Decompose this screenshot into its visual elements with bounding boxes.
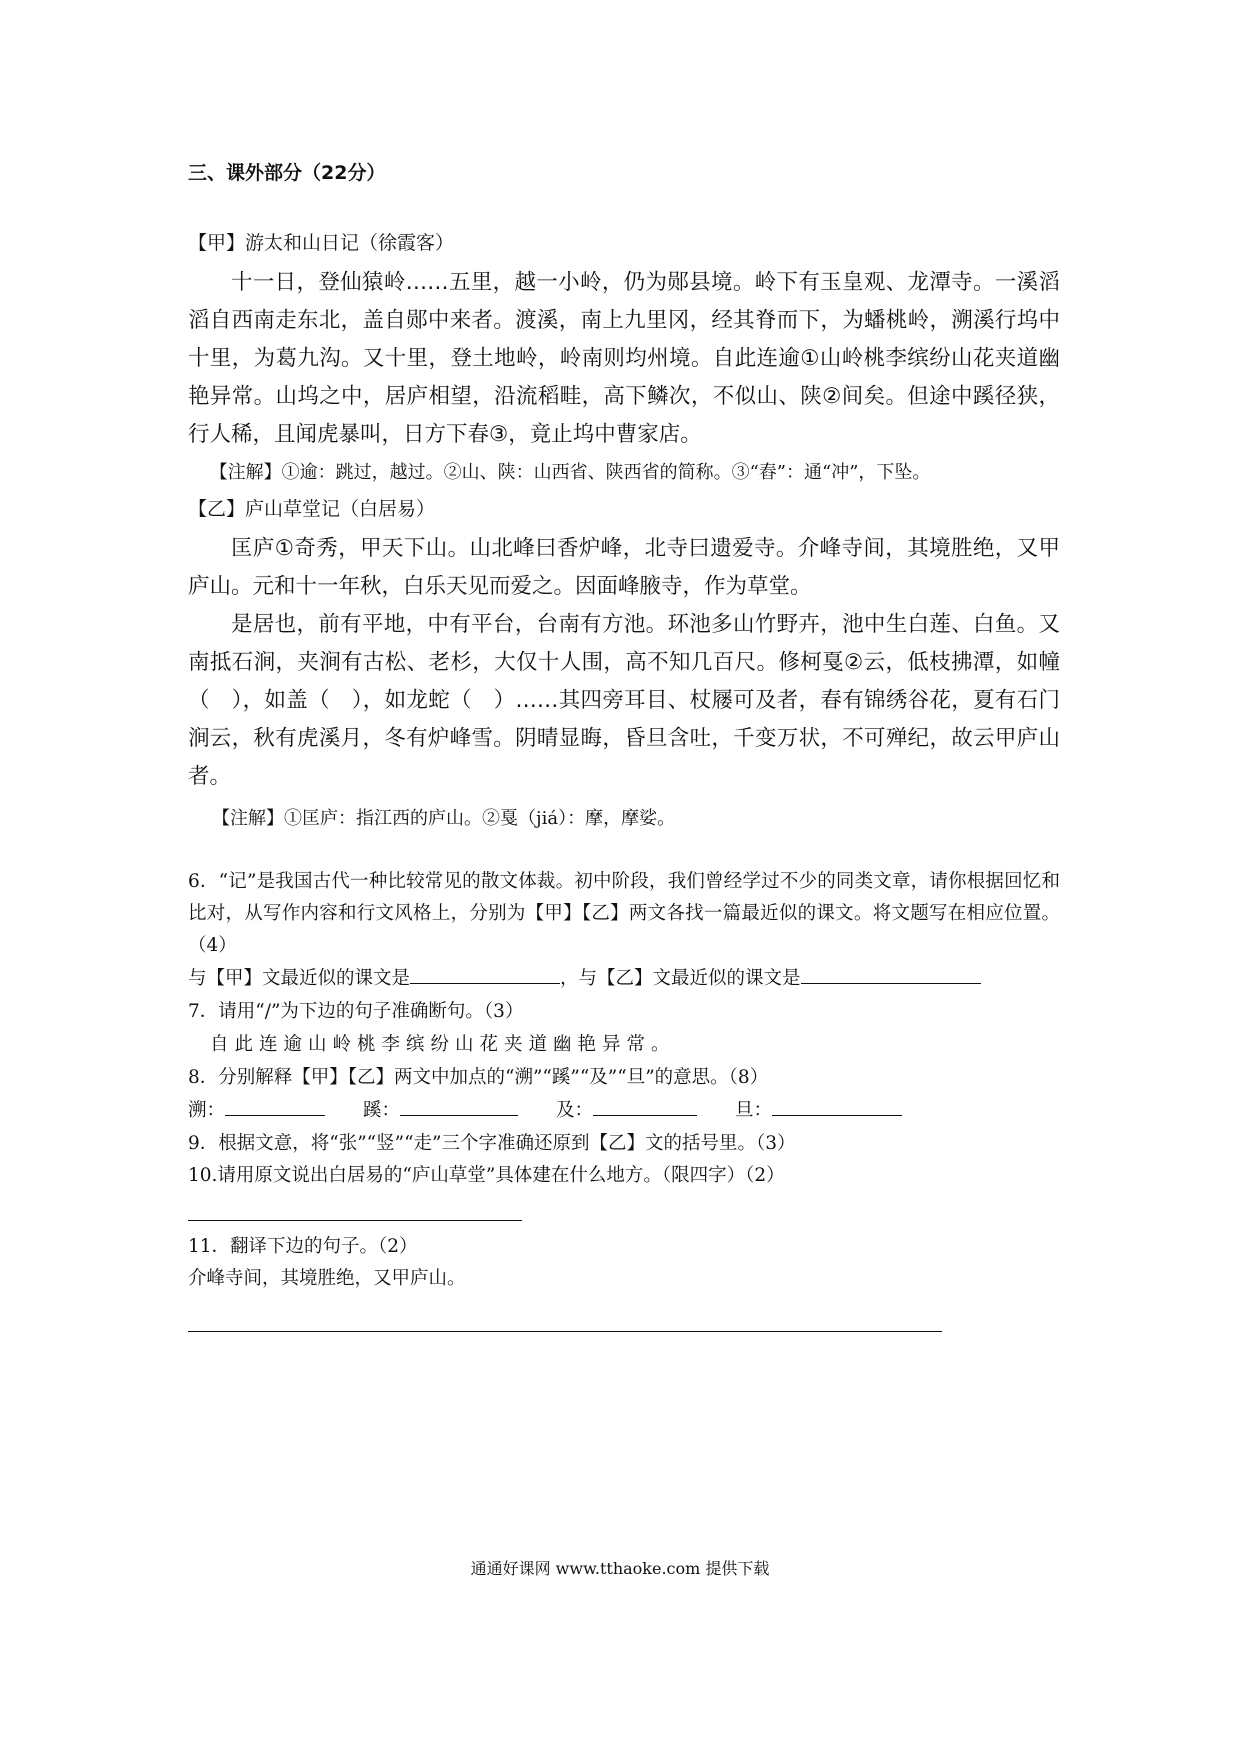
- passage-b-body-1: 匡庐①奇秀，甲天下山。山北峰曰香炉峰，北寺曰遗爱寺。介峰寺间，其境胜绝，又甲庐山。元和十一年秋，白乐天见而爱之。因面峰腋寺，作为草堂。: [188, 536, 1060, 599]
- section-title: 三、课外部分（22分）: [188, 162, 386, 184]
- question-7-sentence: 自此连逾山岭桃李缤纷山花夹道幽艳异常。: [210, 1034, 676, 1055]
- question-10: 10.请用原文说出白居易的“庐山草堂”具体建在什么地方。（限四字）（2）: [188, 1165, 785, 1186]
- passage-a-author: （徐霞客）: [359, 232, 455, 254]
- question-8-label-dan: 旦：: [735, 1100, 773, 1121]
- passage-a-title-text: 【甲】游太和山日记: [188, 232, 360, 254]
- question-8-label-su: 溯：: [188, 1100, 226, 1121]
- passage-a-title: [188, 228, 1060, 258]
- question-6-fill-a-label: 与【甲】文最近似的课文是: [188, 968, 411, 989]
- question-7: 7．请用“/”为下边的句子准确断句。（3）: [188, 1001, 524, 1022]
- passage-b-title: [188, 494, 1060, 524]
- page-footer: 通通好课网 www.tthaoke.com 提供下载: [470, 1559, 770, 1578]
- passage-a-body: 十一日，登仙猿岭……五里，越一小岭，仍为郧县境。岭下有玉皇观、龙潭寺。一溪滔滔自西南走东北，盖自郧中来者。渡溪，南上九里冈，经其脊而下，为蟠桃岭，溯溪行坞中十里，为葛九沟。又十里，登土地岭，岭南则均州境。自此连逾①山岭桃李缤纷山花夹道幽艳异常。山坞之中，居庐相望，沿流稻畦，高下鳞次，不似山、陕②间矣。但途中蹊径狭，行人稀，且闻虎暴叫，日方下春③，竟止坞中曹家店。: [188, 270, 1060, 447]
- passage-b-title-text: 【乙】庐山草堂记: [188, 498, 341, 520]
- question-8-blank-su[interactable]: [225, 1097, 325, 1116]
- question-8-label-xi: 蹊：: [363, 1100, 401, 1121]
- question-8-blank-ji[interactable]: [593, 1097, 697, 1116]
- question-6-blank-b[interactable]: [801, 965, 981, 984]
- question-11-sentence: 介峰寺间，其境胜绝，又甲庐山。: [188, 1268, 466, 1289]
- question-6-fill-b-label: ，与【乙】文最近似的课文是: [560, 968, 801, 989]
- passage-b-body-2: 是居也，前有平地，中有平台，台南有方池。环池多山竹野卉，池中生白莲、白鱼。又南抵石涧，夹涧有古松、老杉，大仅十人围，高不知几百尺。修柯戛②云，低枝拂潭，如幢（ ），如盖（ ），如龙蛇（ ）……其四旁耳目、杖屦可及者，春有锦绣谷花，夏有石门涧云，秋有虎溪月，冬有炉峰雪。阴晴显晦，昏旦含吐，千变万状，不可殚纪，故云甲庐山者。: [188, 612, 1060, 789]
- passage-b-note: 【注解】①匡庐：指江西的庐山。②戛（jiá）：摩，摩娑。: [212, 808, 676, 829]
- question-9: 9．根据文意，将“张”“竖”“走”三个字准确还原到【乙】文的括号里。（3）: [188, 1133, 796, 1154]
- question-6: 6．“记”是我国古代一种比较常见的散文体裁。初中阶段，我们曾经学过不少的同类文章，请你根据回忆和比对，从写作内容和行文风格上，分别为【甲】【乙】两文各找一篇最近似的课文。将文题写在相应位置。（4）: [188, 871, 1060, 956]
- question-11: 11．翻译下边的句子。（2）: [188, 1236, 418, 1257]
- passage-a-note: 【注解】①逾：跳过，越过。②山、陕：山西省、陕西省的简称。③“舂”：通“冲”，下坠。: [209, 462, 931, 483]
- question-8-blank-dan[interactable]: [772, 1097, 902, 1116]
- passage-b-author: （白居易）: [340, 498, 436, 520]
- document-page: [188, 158, 1060, 1332]
- question-11-answer-line[interactable]: [188, 1295, 942, 1332]
- question-8-answer-row: [188, 1094, 1060, 1128]
- question-8-label-ji: 及：: [556, 1100, 594, 1121]
- question-8: 8．分别解释【甲】【乙】两文中加点的“溯”“蹊”“及”“旦”的意思。（8）: [188, 1067, 769, 1088]
- question-10-answer-line[interactable]: [188, 1192, 522, 1221]
- question-8-blank-xi[interactable]: [400, 1097, 518, 1116]
- question-6-blank-a[interactable]: [410, 965, 560, 984]
- question-6-answer-row: [188, 962, 1060, 996]
